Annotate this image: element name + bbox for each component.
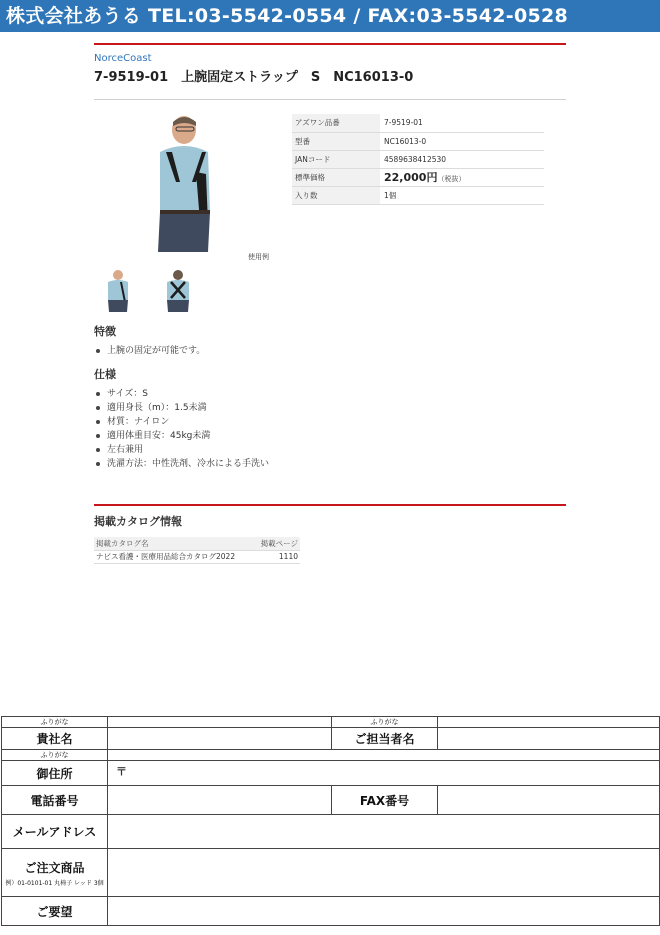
catalog-divider [94, 504, 566, 506]
address-field[interactable] [108, 761, 660, 786]
spec-row [292, 186, 544, 204]
column-header-catalog: 掲載カタログ名 [94, 537, 254, 550]
order-field[interactable] [108, 849, 660, 897]
person-label: ご担当者名 [332, 728, 438, 750]
image-caption: 使用例 [248, 253, 269, 261]
catalog-table [94, 537, 300, 564]
person-furigana-label: ふりがな [332, 717, 438, 728]
specs-heading: 仕様 [94, 368, 116, 381]
thumbnail-front[interactable] [100, 268, 136, 314]
person-field[interactable] [438, 728, 660, 750]
spec-row [292, 132, 544, 150]
spec-value: 4589638412530 [380, 150, 544, 168]
features-heading: 特徴 [94, 325, 116, 338]
spec-value [380, 168, 544, 186]
spec-value: NC16013-0 [380, 132, 544, 150]
email-label: メールアドレス [2, 815, 108, 849]
company-field[interactable] [108, 728, 332, 750]
company-label: 貴社名 [2, 728, 108, 750]
spec-key: 型番 [292, 132, 380, 150]
spec-key: アズワン品番 [292, 114, 380, 132]
spec-value: 7-9519-01 [380, 114, 544, 132]
product-main-image[interactable] [146, 112, 218, 262]
person-furigana-field[interactable] [438, 717, 660, 728]
spec-row [292, 114, 544, 132]
list-item: 左右兼用 [94, 443, 269, 457]
list-item: サイズ：S [94, 387, 269, 401]
price-tax-note: （税抜） [437, 175, 466, 183]
phone-label: 電話番号 [2, 786, 108, 815]
postal-mark: 〒 [116, 765, 127, 778]
order-label-text: ご注文商品 [24, 860, 85, 875]
spec-row [292, 168, 544, 186]
email-field[interactable] [108, 815, 660, 849]
specs-list [94, 387, 269, 471]
list-item: 材質：ナイロン [94, 415, 269, 429]
product-title: 7-9519-01 上腕固定ストラップ S NC16013-0 [94, 70, 414, 85]
fax-field[interactable] [438, 786, 660, 815]
column-header-page: 掲載ページ [254, 537, 300, 550]
order-example-text: 例）01-0101-01 丸椅子 レッド 3個 [5, 879, 104, 887]
address-furigana-label: ふりがな [2, 750, 108, 761]
table-row [94, 550, 300, 563]
spec-value: 1個 [380, 186, 544, 204]
phone-field[interactable] [108, 786, 332, 815]
contact-header-bar: 株式会社あうる TEL:03-5542-0554 / FAX:03-5542-0528 [0, 0, 660, 32]
brand-link[interactable]: NorceCoast [94, 53, 152, 64]
table-header-row [94, 537, 300, 550]
list-item: 適用身長（m）：1.5未満 [94, 401, 269, 415]
title-divider [94, 99, 566, 100]
spec-key: 入り数 [292, 186, 380, 204]
catalog-heading: 掲載カタログ情報 [94, 515, 182, 528]
catalog-page: 1110 [254, 550, 300, 563]
request-field[interactable] [108, 897, 660, 926]
company-furigana-field[interactable] [108, 717, 332, 728]
catalog-name: ナビス看護・医療用品総合カタログ2022 [94, 550, 254, 563]
fax-label: FAX番号 [332, 786, 438, 815]
top-divider [94, 43, 566, 45]
spec-key: 標準価格 [292, 168, 380, 186]
address-furigana-field[interactable] [108, 750, 660, 761]
order-label [2, 849, 108, 897]
company-furigana-label: ふりがな [2, 717, 108, 728]
address-label: 御住所 [2, 761, 108, 786]
list-item: 上腕の固定が可能です。 [94, 344, 205, 358]
order-form [1, 716, 660, 926]
request-label: ご要望 [2, 897, 108, 926]
list-item: 適用体重目安：45kg未満 [94, 429, 269, 443]
spec-row [292, 150, 544, 168]
list-item: 洗濯方法：中性洗剤、冷水による手洗い [94, 457, 269, 471]
thumbnail-back[interactable] [160, 268, 196, 314]
spec-key: JANコード [292, 150, 380, 168]
price-value: 22,000円 [384, 171, 438, 184]
spec-table [292, 114, 544, 205]
features-list [94, 344, 205, 358]
